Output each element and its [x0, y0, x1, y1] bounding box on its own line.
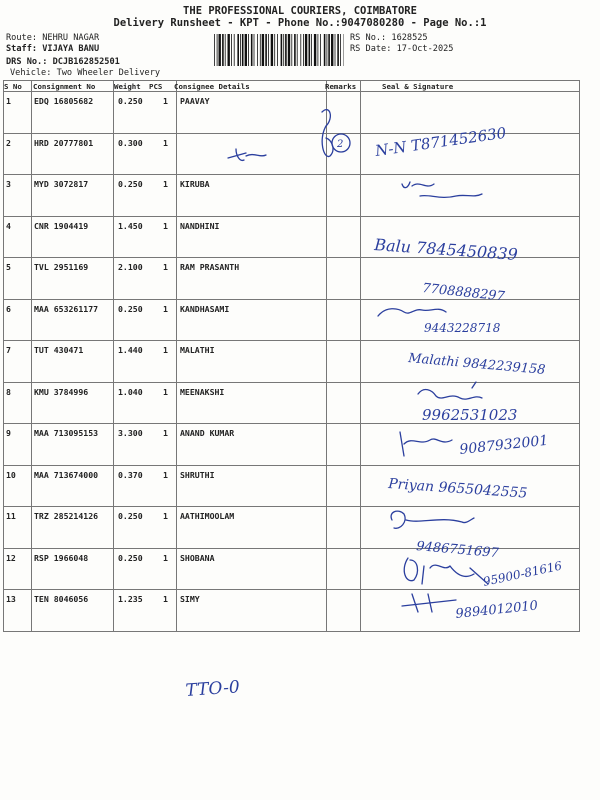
row-pcs: 1	[163, 470, 168, 480]
row-weight: 0.250	[118, 96, 143, 106]
signature-row9: 9087932001	[458, 432, 550, 458]
row-pcs: 1	[163, 262, 168, 272]
bottom-handwritten-note: TTO-0	[184, 677, 241, 701]
company-title: THE PROFESSIONAL COURIERS, COIMBATORE	[183, 5, 417, 17]
header-consignment: Consignment No	[33, 82, 96, 91]
rs-number: RS No.: 1628525	[350, 33, 428, 43]
signature-row8: 9962531023	[422, 406, 518, 424]
row-weight: 0.370	[118, 470, 143, 480]
row-pcs: 1	[163, 96, 168, 106]
row-weight: 1.450	[118, 221, 143, 231]
header-consignee: Consignee Details	[174, 82, 250, 91]
row-consignment-no: EDQ 16805682	[34, 96, 94, 106]
row-pcs: 1	[163, 511, 168, 521]
header-pcs: PCS	[149, 82, 163, 91]
signature-row1: N-N T871452630	[374, 123, 508, 160]
sig-row8-scribble	[418, 382, 482, 399]
row-consignment-no: TUT 430471	[34, 345, 84, 355]
row-consignee: MALATHI	[180, 345, 215, 355]
sig-row11-scribble	[391, 511, 474, 528]
row-consignee: SHOBANA	[180, 553, 215, 563]
signature-row13: 9894012010	[454, 598, 539, 622]
row-sno: 1	[6, 96, 11, 106]
rs-date: RS Date: 17-Oct-2025	[350, 44, 454, 54]
row-consignment-no: TVL 2951169	[34, 262, 89, 272]
row-consignment-no: HRD 20777801	[34, 138, 94, 148]
header-signature: Seal & Signature	[382, 82, 454, 91]
row-pcs: 1	[163, 553, 168, 563]
row-consignment-no: MAA 653261177	[34, 304, 99, 314]
row-weight: 1.040	[118, 387, 143, 397]
row-consignee: KANDHASAMI	[180, 304, 230, 314]
row-consignee: NANDHINI	[180, 221, 220, 231]
header-sno: S No	[4, 82, 22, 91]
signature-row10: Priyan 9655042555	[387, 476, 528, 502]
row-sno: 9	[6, 428, 11, 438]
drs-number: DRS No.: DCJB162852501	[6, 57, 120, 67]
row-sno: 7	[6, 345, 11, 355]
row-consignment-no: MAA 713674000	[34, 470, 99, 480]
row-weight: 0.250	[118, 553, 143, 563]
row-pcs: 1	[163, 304, 168, 314]
row-consignment-no: CNR 1904419	[34, 221, 89, 231]
row-sno: 8	[6, 387, 11, 397]
row-pcs: 1	[163, 387, 168, 397]
row-consignment-no: MYD 3072817	[34, 179, 89, 189]
row-sno: 13	[6, 594, 16, 604]
remark-1-number: 2	[337, 139, 344, 150]
row2-mark	[228, 149, 266, 160]
row-weight: 0.300	[118, 138, 143, 148]
header-remarks: Remarks	[325, 82, 357, 91]
row-consignee: SIMY	[180, 594, 200, 604]
row-weight: 0.250	[118, 304, 143, 314]
sig-row13-strike	[402, 594, 456, 612]
row-sno: 3	[6, 179, 11, 189]
row-consignee: ANAND KUMAR	[180, 428, 235, 438]
row-consignment-no: TEN 8046056	[34, 594, 89, 604]
row-sno: 2	[6, 138, 11, 148]
row-consignment-no: MAA 713095153	[34, 428, 99, 438]
row-consignee: KIRUBA	[180, 179, 210, 189]
signature-row11: 9486751697	[415, 539, 500, 562]
row-consignment-no: KMU 3784996	[34, 387, 89, 397]
staff-label: Staff: VIJAYA BANU	[6, 44, 100, 54]
route-label: Route: NEHRU NAGAR	[6, 33, 100, 43]
row-consignee: SHRUTHI	[180, 470, 215, 480]
row-sno: 6	[6, 304, 11, 314]
row-pcs: 1	[163, 428, 168, 438]
row-weight: 0.250	[118, 179, 143, 189]
row-consignee: RAM PRASANTH	[180, 262, 240, 272]
signature-row7: Malathi 9842239158	[407, 351, 547, 378]
signature-row12: 95900-81616	[481, 558, 564, 589]
row-sno: 5	[6, 262, 11, 272]
remark-scribble	[322, 110, 333, 157]
row-sno: 12	[6, 553, 16, 563]
row-weight: 2.100	[118, 262, 143, 272]
row-sno: 10	[6, 470, 16, 480]
row-weight: 0.250	[118, 511, 143, 521]
signature-row5: 7708888297	[421, 281, 506, 305]
runsheet-title: Delivery Runsheet - KPT - Phone No.:9047080280 - Page No.:1	[113, 17, 487, 29]
header-weight: Weight	[114, 82, 141, 91]
row-pcs: 1	[163, 138, 168, 148]
row-weight: 1.440	[118, 345, 143, 355]
row-pcs: 1	[163, 179, 168, 189]
sig-row3-scribble	[402, 182, 482, 197]
sig-row12-scribble	[404, 558, 488, 584]
sig-row6-scribble	[378, 309, 446, 316]
row-consignment-no: RSP 1966048	[34, 553, 89, 563]
row-consignment-no: TRZ 285214126	[34, 511, 99, 521]
row-sno: 11	[6, 511, 16, 521]
row-consignee: AATHIMOOLAM	[180, 511, 235, 521]
row-consignee: PAAVAY	[180, 96, 210, 106]
row-pcs: 1	[163, 221, 168, 231]
row-pcs: 1	[163, 345, 168, 355]
vehicle-label: Vehicle: Two Wheeler Delivery	[10, 68, 161, 78]
row-sno: 4	[6, 221, 11, 231]
row-consignee: MEENAKSHI	[180, 387, 225, 397]
signature-row4: Balu 7845450839	[373, 235, 519, 265]
sig-row9-scribble	[400, 432, 452, 456]
row-pcs: 1	[163, 594, 168, 604]
signature-row6: 9443228718	[424, 321, 501, 335]
row-weight: 1.235	[118, 594, 143, 604]
row-weight: 3.300	[118, 428, 143, 438]
